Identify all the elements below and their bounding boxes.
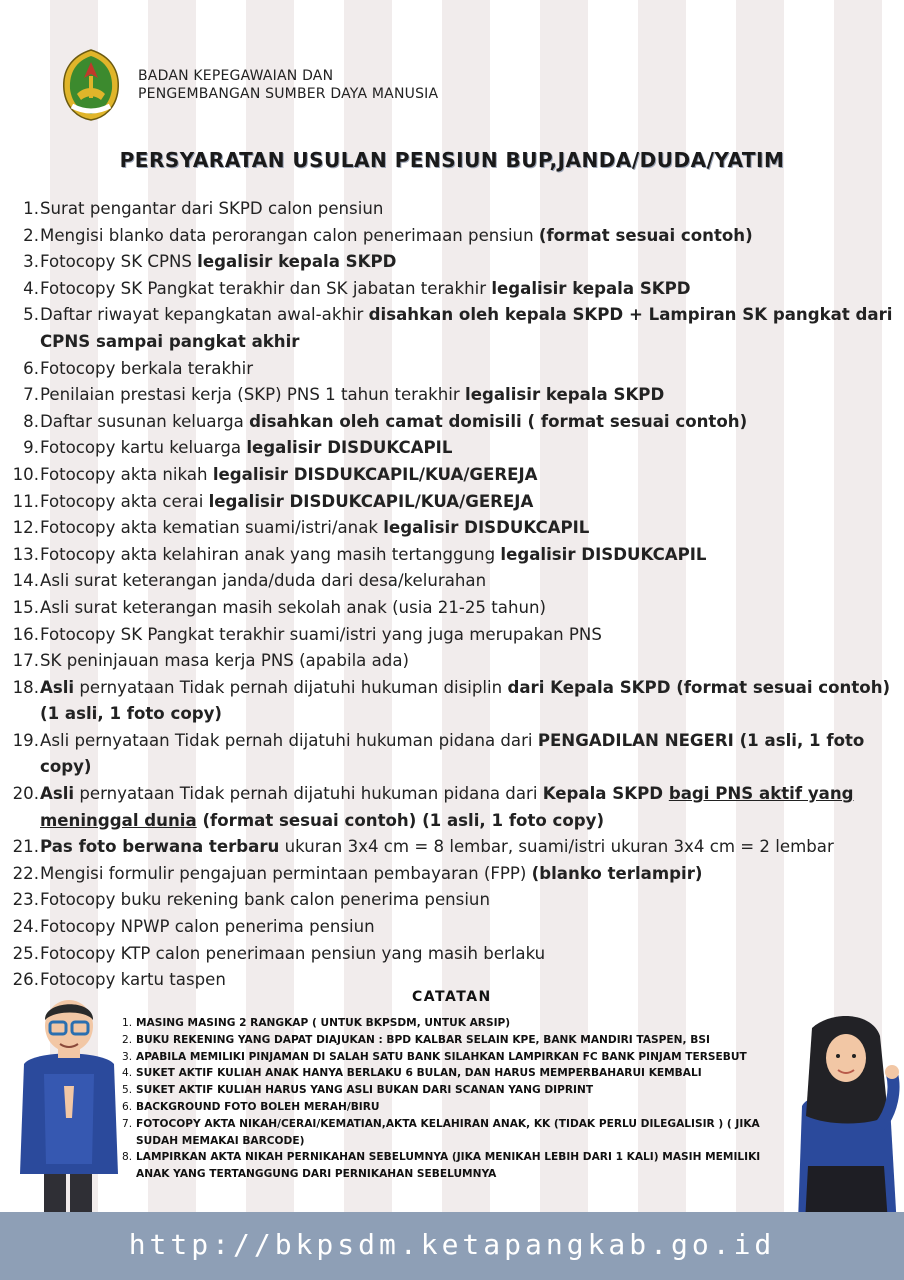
header: [60, 48, 438, 122]
requirement-item: [12, 542, 902, 569]
requirement-item: [12, 515, 902, 542]
catatan-item: [122, 1082, 782, 1099]
org-line-2: PENGEMBANGAN SUMBER DAYA MANUSIA: [138, 86, 439, 102]
requirement-segment: Asli surat keterangan janda/duda dari desa/kelurahan: [40, 571, 487, 591]
catatan-item: [122, 1032, 782, 1049]
requirement-number: 21.: [12, 837, 39, 857]
catatan-text: LAMPIRKAN AKTA NIKAH PERNIKAHAN SEBELUMNYA (JIKA MENIKAH LEBIH DARI 1 KALI) MASIH MEMILIKI ANAK YANG TERTANGGUNG DARI PERNIKAHAN SEBELUMNYA: [136, 1151, 761, 1181]
requirements-list: [12, 196, 902, 994]
requirement-item: [12, 489, 902, 516]
requirement-text: [40, 223, 902, 250]
requirement-segment: Fotocopy akta kelahiran anak yang masih tertanggung: [40, 544, 501, 564]
requirement-text: [40, 462, 902, 489]
catatan-text: BACKGROUND FOTO BOLEH MERAH/BIRU: [136, 1100, 380, 1113]
catatan-number: 8.: [122, 1151, 133, 1164]
requirement-number: 2.: [23, 225, 39, 245]
requirement-item: [12, 568, 902, 595]
requirement-emphasis: legalisir DISDUKCAPIL/KUA/GEREJA: [208, 491, 534, 511]
requirement-number: 14.: [12, 571, 39, 591]
requirement-segment: Fotocopy kartu taspen: [40, 970, 226, 990]
requirement-text: [40, 382, 902, 409]
requirement-text: [40, 861, 902, 888]
requirement-number: 25.: [12, 943, 39, 963]
requirement-text: [40, 941, 902, 968]
requirement-text: [40, 914, 902, 941]
requirement-number: 19.: [12, 730, 39, 750]
requirement-emphasis: Asli: [40, 677, 75, 697]
requirement-number: 9.: [23, 438, 39, 458]
requirement-item: [12, 435, 902, 462]
requirement-emphasis: Pas foto berwana terbaru: [40, 837, 280, 857]
requirement-item: [12, 409, 902, 436]
requirement-segment: Daftar susunan keluarga: [40, 411, 250, 431]
requirement-segment: pernyataan Tidak pernah dijatuhi hukuman disiplin: [74, 677, 508, 697]
requirement-number: 11.: [12, 491, 39, 511]
requirement-emphasis: legalisir DISDUKCAPIL: [500, 544, 707, 564]
requirement-item: [12, 223, 902, 250]
page-title: PERSYARATAN USULAN PENSIUN BUP,JANDA/DUDA/YATIM: [119, 148, 785, 172]
requirement-text: [40, 356, 902, 383]
catatan-item: [122, 1149, 782, 1183]
requirement-segment: Fotocopy akta nikah: [40, 464, 213, 484]
requirement-number: 24.: [12, 917, 39, 937]
requirement-text: [40, 542, 902, 569]
requirement-emphasis: legalisir DISDUKCAPIL: [383, 518, 590, 538]
requirement-item: [12, 622, 902, 649]
org-line-1: BADAN KEPEGAWAIAN DAN: [138, 68, 334, 84]
catatan-number: 5.: [122, 1084, 133, 1097]
requirement-item: [12, 887, 902, 914]
catatan-number: 7.: [122, 1117, 133, 1130]
requirement-emphasis: legalisir kepala SKPD: [491, 278, 691, 298]
requirement-text: [40, 834, 902, 861]
requirement-emphasis: bagi PNS aktif yang meninggal dunia: [40, 784, 854, 830]
requirement-item: [12, 648, 902, 675]
requirement-emphasis: PENGADILAN NEGERI (1 asli, 1 foto copy): [40, 730, 865, 777]
requirement-item: [12, 302, 902, 355]
catatan-item: [122, 1116, 782, 1150]
requirement-number: 7.: [23, 385, 39, 405]
requirement-item: [12, 861, 902, 888]
requirement-item: [12, 595, 902, 622]
catatan-text: MASING MASING 2 RANGKAP ( UNTUK BKPSDM, UNTUK ARSIP): [136, 1017, 511, 1029]
requirement-emphasis: legalisir kepala SKPD: [197, 252, 397, 272]
catatan-number: 1.: [122, 1017, 133, 1029]
requirement-emphasis: disahkan oleh kepala SKPD + Lampiran SK pangkat dari CPNS sampai pangkat akhir: [40, 305, 893, 351]
requirement-emphasis: disahkan oleh camat domisili ( format sesuai contoh): [249, 411, 748, 431]
requirement-emphasis: (format sesuai contoh): [538, 225, 753, 245]
catatan-number: 4.: [122, 1067, 133, 1080]
requirement-segment: ukuran 3x4 cm = 8 lembar, suami/istri ukuran 3x4 cm = 2 lembar: [279, 837, 834, 857]
requirement-text: [40, 409, 902, 436]
requirement-segment: Asli surat keterangan masih sekolah anak (usia 21-25 tahun): [40, 597, 546, 617]
requirement-number: 23.: [12, 890, 39, 910]
requirement-segment: Fotocopy SK CPNS: [40, 252, 198, 272]
requirement-number: 4.: [23, 278, 39, 298]
requirement-emphasis: (format sesuai contoh) (1 asli, 1 foto copy): [196, 810, 605, 830]
catatan-item: [122, 1015, 782, 1032]
requirement-emphasis: legalisir DISDUKCAPIL: [246, 438, 453, 458]
requirement-segment: pernyataan Tidak pernah dijatuhi hukuman pidana dari: [74, 784, 543, 804]
requirement-text: [40, 196, 902, 223]
requirement-number: 17.: [12, 651, 39, 671]
requirement-number: 15.: [12, 597, 39, 617]
catatan-text: SUKET AKTIF KULIAH HARUS YANG ASLI BUKAN DARI SCANAN YANG DIPRINT: [136, 1084, 594, 1097]
requirement-text: [40, 675, 902, 728]
requirement-segment: Asli pernyataan Tidak pernah dijatuhi hukuman pidana dari: [40, 730, 538, 750]
requirement-item: [12, 382, 902, 409]
requirement-text: [40, 276, 902, 303]
requirement-segment: Daftar riwayat kepangkatan awal-akhir: [40, 305, 369, 325]
requirement-item: [12, 728, 902, 781]
requirement-segment: Mengisi blanko data perorangan calon penerimaan pensiun: [40, 225, 539, 245]
catatan-item: [122, 1049, 782, 1066]
requirement-number: 5.: [23, 305, 39, 325]
requirement-segment: SK peninjauan masa kerja PNS (apabila ada): [40, 651, 409, 671]
requirement-segment: Fotocopy akta kematian suami/istri/anak: [40, 518, 384, 538]
requirement-number: 18.: [12, 677, 39, 697]
requirement-segment: Mengisi formulir pengajuan permintaan pembayaran (FPP): [40, 863, 532, 883]
requirement-segment: Fotocopy berkala terakhir: [40, 358, 254, 378]
requirement-number: 8.: [23, 411, 39, 431]
requirement-text: [40, 568, 902, 595]
requirement-item: [12, 675, 902, 728]
requirement-emphasis: legalisir kepala SKPD: [465, 385, 665, 405]
requirement-text: [40, 648, 902, 675]
requirement-emphasis: Asli: [40, 784, 75, 804]
requirement-text: [40, 595, 902, 622]
catatan-list: [122, 1015, 782, 1183]
organization-name: [138, 67, 438, 103]
requirement-item: [12, 249, 902, 276]
catatan-text: BUKU REKENING YANG DAPAT DIAJUKAN : BPD KALBAR SELAIN KPE, BANK MANDIRI TASPEN, BSI: [136, 1033, 710, 1046]
catatan-number: 2.: [122, 1033, 133, 1046]
catatan-number: 6.: [122, 1100, 133, 1113]
catatan-text: FOTOCOPY AKTA NIKAH/CERAI/KEMATIAN,AKTA KELAHIRAN ANAK, KK (TIDAK PERLU DILEGALISIR ) ( JIKA SUDAH MEMAKAI BARCODE): [136, 1117, 760, 1147]
catatan-title: CATATAN: [412, 989, 492, 1005]
requirement-emphasis: (blanko terlampir): [531, 863, 703, 883]
requirement-item: [12, 276, 902, 303]
requirement-number: 26.: [12, 970, 39, 990]
requirement-item: [12, 781, 902, 834]
requirement-segment: Penilaian prestasi kerja (SKP) PNS 1 tahun terakhir: [40, 385, 465, 405]
requirement-segment: Fotocopy SK Pangkat terakhir suami/istri yang juga merupakan PNS: [40, 624, 602, 644]
catatan-item: [122, 1099, 782, 1116]
requirement-number: 3.: [23, 252, 39, 272]
footer-bar: [0, 1212, 904, 1280]
requirement-item: [12, 914, 902, 941]
requirement-number: 10.: [12, 464, 39, 484]
catatan-text: SUKET AKTIF KULIAH ANAK HANYA BERLAKU 6 BULAN, DAN HARUS MEMPERBAHARUI KEMBALI: [136, 1067, 702, 1080]
requirement-segment: Fotocopy NPWP calon penerima pensiun: [40, 917, 375, 937]
requirement-item: [12, 834, 902, 861]
requirement-text: [40, 435, 902, 462]
requirement-segment: Fotocopy kartu keluarga: [40, 438, 247, 458]
requirement-number: 12.: [12, 518, 39, 538]
requirement-emphasis: Kepala SKPD: [542, 784, 669, 804]
requirement-emphasis: dari Kepala SKPD (format sesuai contoh) (1 asli, 1 foto copy): [40, 677, 891, 724]
requirement-text: [40, 302, 902, 355]
catatan-item: [122, 1065, 782, 1082]
requirement-number: 20.: [12, 784, 39, 804]
requirement-text: [40, 781, 902, 834]
requirement-text: [40, 489, 902, 516]
requirement-text: [40, 887, 902, 914]
requirement-item: [12, 356, 902, 383]
requirement-segment: Fotocopy SK Pangkat terakhir dan SK jabatan terakhir: [40, 278, 492, 298]
catatan-number: 3.: [122, 1050, 133, 1063]
requirement-segment: Surat pengantar dari SKPD calon pensiun: [40, 199, 384, 218]
requirement-text: [40, 622, 902, 649]
requirement-text: [40, 515, 902, 542]
requirement-segment: Fotocopy akta cerai: [40, 491, 209, 511]
website-url[interactable]: http://bkpsdm.ketapangkab.go.id: [128, 1228, 776, 1261]
requirement-number: 13.: [12, 544, 39, 564]
requirement-item: [12, 462, 902, 489]
requirement-number: 1.: [23, 199, 39, 218]
requirement-item: [12, 196, 902, 223]
requirement-segment: Fotocopy KTP calon penerimaan pensiun yang masih berlaku: [40, 943, 546, 963]
requirement-text: [40, 728, 902, 781]
regency-emblem-icon: [60, 48, 122, 122]
requirement-text: [40, 249, 902, 276]
requirement-number: 22.: [12, 863, 39, 883]
requirement-item: [12, 941, 902, 968]
requirement-number: 6.: [23, 358, 39, 378]
catatan-text: APABILA MEMILIKI PINJAMAN DI SALAH SATU BANK SILAHKAN LAMPIRKAN FC BANK PINJAM TERSEBUT: [136, 1050, 747, 1063]
requirement-emphasis: legalisir DISDUKCAPIL/KUA/GEREJA: [212, 464, 538, 484]
requirement-segment: Fotocopy buku rekening bank calon penerima pensiun: [40, 890, 490, 910]
requirement-number: 16.: [12, 624, 39, 644]
